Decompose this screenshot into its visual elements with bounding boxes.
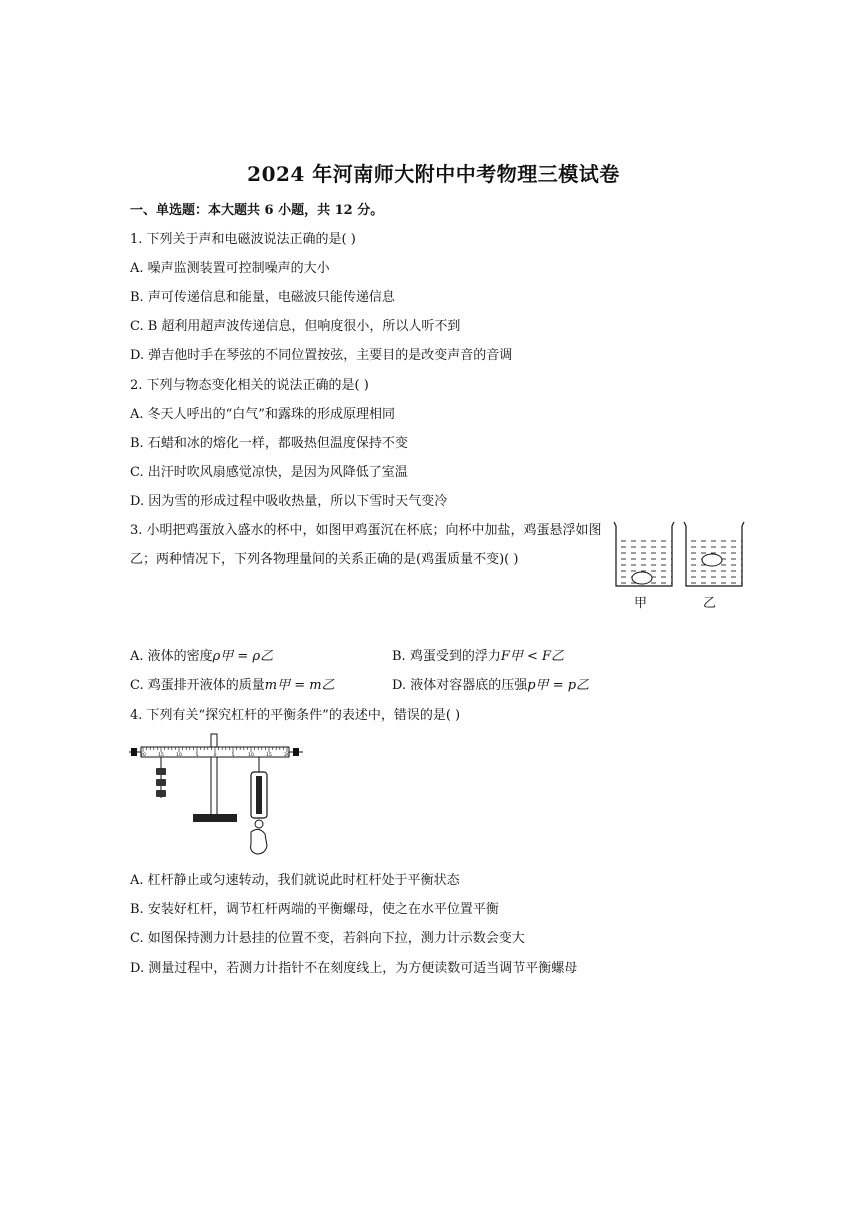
q1-option-b: B. 声可传递信息和能量，电磁波只能传递信息	[130, 290, 395, 305]
q3-option-d: D. 液体对容器底的压强p甲 = p乙	[392, 678, 590, 693]
q3-option-a: A. 液体的密度ρ甲 = ρ乙	[130, 649, 274, 664]
q3-b-formula: F甲 < F乙	[500, 649, 565, 664]
q2-option-d: D. 因为雪的形成过程中吸收热量，所以下雪时天气变冷	[130, 494, 448, 509]
egg-suspended	[702, 554, 722, 566]
lever-scale-label: 20	[140, 753, 146, 758]
q4-option-a: A. 杠杆静止或匀速转动，我们就说此时杠杆处于平衡状态	[130, 873, 460, 888]
q2-option-c: C. 出汗时吹风扇感觉凉快，是因为风降低了室温	[130, 465, 408, 480]
lever-scale-label: 15	[158, 753, 164, 758]
beaker-jia	[614, 522, 674, 586]
lever-bar	[129, 747, 303, 758]
q4-option-c: C. 如图保持测力计悬挂的位置不变，若斜向下拉，测力计示数会变大	[130, 931, 525, 946]
q1-option-c: C. B 超利用超声波传递信息，但响度很小，所以人听不到	[130, 319, 461, 334]
lever-scale-label: 10	[248, 753, 254, 758]
lever-scale-label: 0	[213, 753, 217, 758]
lever-scale-label: 20	[284, 753, 290, 758]
lever-scale-label: 5	[231, 753, 235, 758]
label-yi: 乙	[703, 596, 717, 611]
q3-stem-line2: 乙；两种情况下，下列各物理量间的关系正确的是(鸡蛋质量不变)( )	[130, 552, 519, 567]
q1-option-a: A. 噪声监测装置可控制噪声的大小	[130, 261, 330, 276]
q1-stem: 1. 下列关于声和电磁波说法正确的是( )	[130, 232, 356, 247]
egg-sunk	[632, 572, 652, 584]
q4-stem: 4. 下列有关“探究杠杆的平衡条件”的表述中，错误的是( )	[130, 708, 461, 723]
q3-stem-line1: 3. 小明把鸡蛋放入盛水的杯中，如图甲鸡蛋沉在杯底；向杯中加盐，鸡蛋悬浮如图	[130, 523, 602, 538]
q3-a-formula: ρ甲 = ρ乙	[212, 649, 274, 664]
q4-option-b: B. 安装好杠杆，调节杠杆两端的平衡螺母，使之在水平位置平衡	[130, 902, 499, 917]
label-jia: 甲	[634, 596, 648, 611]
q2-stem: 2. 下列与物态变化相关的说法正确的是( )	[130, 378, 369, 393]
q2-option-b: B. 石蜡和冰的熔化一样，都吸热但温度保持不变	[130, 436, 408, 451]
section-heading: 一、单选题：本大题共 6 小题，共 12 分。	[130, 203, 384, 218]
q3-d-formula: p甲 = p乙	[527, 678, 590, 693]
q3-option-c: C. 鸡蛋排开液体的质量m甲 = m乙	[130, 678, 335, 693]
beaker-yi	[684, 522, 744, 586]
q3-beaker-figure	[610, 520, 750, 612]
spring-scale	[251, 757, 267, 854]
q4-option-d: D. 测量过程中，若测力计指针不在刻度线上，为方便读数可适当调节平衡螺母	[130, 961, 578, 976]
page-title: 2024 年河南师大附中中考物理三模试卷	[247, 162, 620, 186]
q1-option-d: D. 弹吉他时手在琴弦的不同位置按弦，主要目的是改变声音的音调	[130, 348, 513, 363]
hanging-weights	[156, 757, 166, 798]
q3-option-b: B. 鸡蛋受到的浮力F甲 < F乙	[392, 649, 565, 664]
q2-option-a: A. 冬天人呼出的“白气”和露珠的形成原理相同	[130, 407, 395, 422]
lever-scale-label: 5	[195, 753, 199, 758]
q4-lever-figure	[127, 728, 307, 858]
lever-scale-label: 15	[266, 753, 272, 758]
lever-scale-label: 10	[176, 753, 182, 758]
q3-c-formula: m甲 = m乙	[264, 678, 335, 693]
